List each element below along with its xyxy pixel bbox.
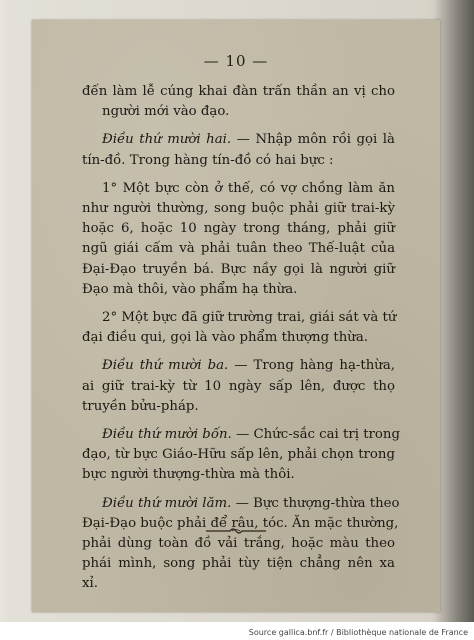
text-line: 1° Một bực còn ở thế, có vợ chồng làm ăn <box>102 180 395 196</box>
text-line: truyền bửu-pháp. <box>82 398 199 414</box>
text-line: người mới vào đạo. <box>102 104 230 120</box>
text-line: phải dùng toàn đồ vải trắng, hoặc màu theo <box>82 536 395 552</box>
paragraph <box>82 82 395 122</box>
paragraph <box>82 425 400 486</box>
paragraph <box>82 130 395 170</box>
text-line: đạo, từ bực Giáo-Hữu sấp lên, phải chọn trong <box>82 447 395 463</box>
book-spine-shadow <box>434 0 474 622</box>
text-line: ai giữ trai-kỳ từ 10 ngày sấp lên, được thọ <box>82 378 395 394</box>
text-fragment: — Bực thượng-thừa theo <box>235 495 400 511</box>
text-line: tín-đồ. Trong hàng tín-đồ có hai bực : <box>82 152 334 168</box>
text-fragment: — Nhập môn rồi gọi là <box>236 132 395 148</box>
text-fragment: — Trong hàng hạ-thừa, <box>234 358 396 374</box>
text-line <box>82 494 400 514</box>
paragraph <box>82 494 400 595</box>
text-line: đại điều qui, gọi là vào phẩm thượng thừa. <box>82 330 368 346</box>
text-line: như người thường, song buộc phải giữ trai-kỳ <box>82 201 395 217</box>
text-line: đến làm lễ cúng khai đàn trấn thần an vị cho <box>82 84 395 99</box>
text-line: phái mình, song phải tùy tiện chẳng nên xa <box>82 556 395 572</box>
page-body <box>82 82 400 603</box>
source-credit: Source gallica.bnf.fr / Bibliothèque nationale de France <box>248 628 468 637</box>
paragraph <box>82 356 395 417</box>
text-line: hoặc 6, hoặc 10 ngày trong tháng, phải giữ <box>82 221 395 237</box>
text-fragment: — Chức-sắc cai trị trong <box>235 427 400 443</box>
text-line: bực người thượng-thừa mà thôi. <box>82 467 295 483</box>
text-line: 2° Một bực đã giữ trường trai, giái sát và tứ <box>102 310 397 326</box>
ornamental-divider <box>204 526 268 536</box>
text-line <box>82 425 400 445</box>
text-line: Đại-Đạo truyền bá. Bực nầy gọi là người giữ <box>82 261 395 277</box>
article-heading: Điều thứ mười lăm. <box>102 495 232 511</box>
text-line: Đại-Đạo buộc phải để râu, tóc. Ăn mặc thường, <box>82 515 399 531</box>
article-heading: Điều thứ mười hai. <box>102 132 232 148</box>
paragraph <box>82 179 395 300</box>
paragraph <box>82 308 395 348</box>
text-line <box>82 356 395 376</box>
page-number: — 10 — <box>203 52 269 70</box>
text-line <box>82 130 395 150</box>
text-line: Đạo mà thôi, vào phẩm hạ thừa. <box>82 281 298 297</box>
article-heading: Điều thứ mười ba. <box>102 358 229 374</box>
book-page <box>32 20 440 612</box>
text-line: ngũ giái cấm và phải tuân theo Thế-luật của <box>82 241 395 257</box>
article-heading: Điều thứ mười bốn. <box>102 427 232 443</box>
text-line: xỉ. <box>82 576 98 592</box>
